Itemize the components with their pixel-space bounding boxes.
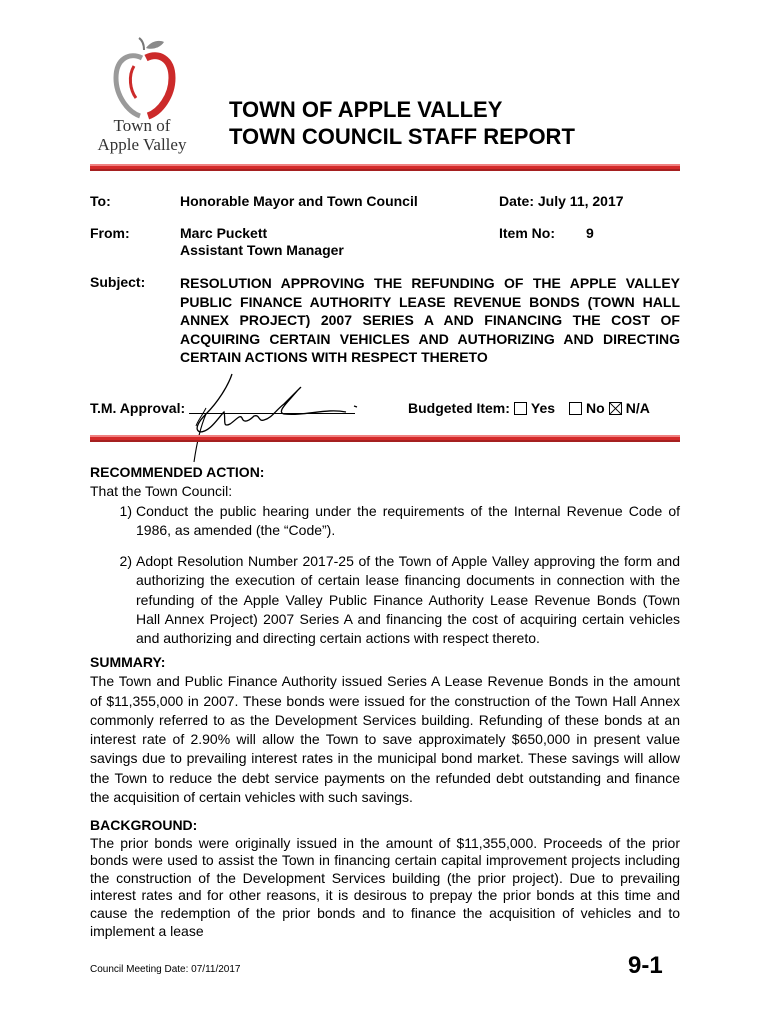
summary-heading: SUMMARY:	[90, 654, 166, 670]
recommended-action-section	[90, 463, 680, 649]
item-number-value: 9	[586, 225, 594, 241]
report-title	[229, 96, 575, 150]
na-label: N/A	[625, 400, 650, 416]
list-item-number: 2)	[119, 553, 132, 570]
summary-text: The Town and Public Finance Authority issued Series A Lease Revenue Bonds in the amount of $11,355,000 in 2007. These bonds were issued for the construction of the Town Hall Annex commonly referred to as the Development Services building. Refunding of these bonds at an interest rate of 2.90% will allow the Town to save approximately $650,000 in present value savings due to prevailing interest rates in the municipal bond market. These savings will allow the Town to reduce the debt service payments on the refunded debt outstanding and finance the acquisition of certain vehicles with such savings.	[90, 673, 680, 806]
yes-label: Yes	[530, 400, 556, 416]
budgeted-item-group	[408, 400, 650, 417]
tm-approval-label: T.M. Approval:	[90, 400, 186, 416]
recommended-intro: That the Town Council:	[90, 483, 233, 500]
title-line-2: TOWN COUNCIL STAFF REPORT	[229, 124, 575, 149]
section-divider	[90, 437, 680, 442]
item-number-label: Item No:	[499, 225, 555, 241]
list-item	[90, 502, 680, 541]
yes-checkbox[interactable]	[514, 402, 527, 415]
signature-icon	[176, 368, 366, 464]
list-item-text: Conduct the public hearing under the requirements of the Internal Revenue Code of 1986, as amended (the “Code”).	[136, 502, 680, 538]
from-title: Assistant Town Manager	[180, 242, 344, 258]
logo-line-2: Apple Valley	[97, 135, 187, 154]
list-item	[90, 552, 680, 648]
logo-line-1: Town of	[113, 116, 171, 135]
footer-meeting-date: Council Meeting Date: 07/11/2017	[90, 964, 241, 975]
na-checkbox[interactable]	[609, 402, 622, 415]
subject-label: Subject:	[90, 274, 146, 290]
page-number: 9-1	[628, 952, 663, 979]
list-item-text: Adopt Resolution Number 2017-25 of the Town of Apple Valley approving the form and authorizing the execution of certain lease financing documents in connection with the refunding of the Apple Valley Public Finance Authority Lease Revenue Bonds (Town Hall Annex Project) 2007 Series A and financing the cost of acquiring certain vehicles and authorizing and directing certain actions with respect thereto.	[136, 553, 680, 647]
budgeted-item-label: Budgeted Item:	[408, 400, 510, 416]
from-value	[180, 225, 344, 259]
background-text: The prior bonds were originally issued in the amount of $11,355,000. Proceeds of the prior bonds were used to assist the Town in financing certain capital improvement projects including the construction of the Development Services building (the prior project). Due to prevailing interest rates and for other reasons, it is desirous to prepay the prior bonds at this time and cause the redemption of the prior bonds and to finance the acquisition of vehicles and to implement a lease	[90, 834, 680, 939]
background-section	[90, 817, 680, 940]
to-label: To:	[90, 193, 111, 209]
recommended-action-heading: RECOMMENDED ACTION:	[90, 464, 265, 480]
no-label: No	[586, 400, 605, 416]
date-field: Date: July 11, 2017	[499, 193, 624, 209]
title-line-1: TOWN OF APPLE VALLEY	[229, 97, 503, 122]
from-name: Marc Puckett	[180, 225, 268, 241]
to-value: Honorable Mayor and Town Council	[180, 193, 418, 209]
background-heading: BACKGROUND:	[90, 817, 198, 833]
no-checkbox[interactable]	[569, 402, 582, 415]
header-divider	[90, 166, 680, 171]
subject-value: RESOLUTION APPROVING THE REFUNDING OF THE APPLE VALLEY PUBLIC FINANCE AUTHORITY LEASE REVENUE BONDS (TOWN HALL ANNEX PROJECT) 2007 SERIES A AND FINANCING THE COST OF ACQUIRING CERTAIN VEHICLES AND AUTHORIZING AND DIRECTING CERTAIN ACTIONS WITH RESPECT THERETO	[180, 275, 680, 365]
logo-wordmark	[90, 116, 194, 154]
summary-section	[90, 653, 680, 807]
from-label: From:	[90, 225, 130, 241]
list-item-number: 1)	[119, 502, 132, 519]
